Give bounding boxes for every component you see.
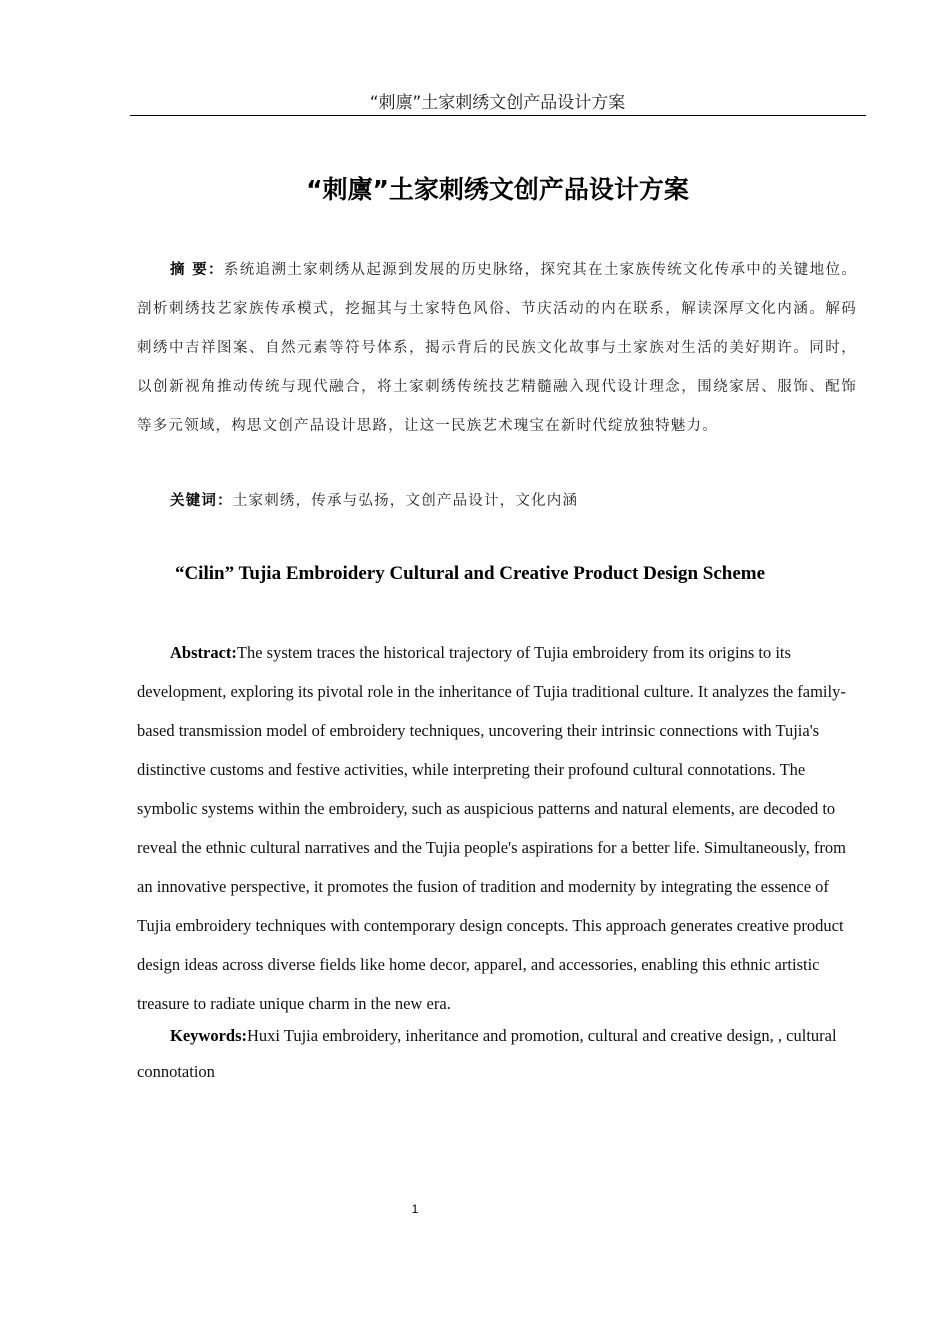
page-number: 1 <box>411 1202 419 1216</box>
english-abstract-text: The system traces the historical trajectory of Tujia embroidery from its origins to its development, exploring its pivotal role in the inheritance of Tujia traditional culture. It analyzes the family-based transmission model of embroidery techniques, uncovering their intrinsic connections with Tujia's distinctive customs and festive activities, while interpreting their profound cultural connotations. The symbolic systems within the embroidery, such as auspicious patterns and natural elements, are decoded to reveal the ethnic cultural narratives and the Tujia people's aspirations for a better life. Simultaneously, from an innovative perspective, it promotes the fusion of tradition and modernity by integrating the essence of Tujia embroidery techniques with contemporary design concepts. This approach generates creative product design ideas across diverse fields like home decor, apparel, and accessories, enabling this ethnic artistic treasure to radiate unique charm in the new era. <box>137 643 846 1013</box>
english-keywords-label: Keywords: <box>170 1026 247 1045</box>
english-keywords <box>137 1018 859 1090</box>
english-title: “Cilin” Tujia Embroidery Cultural and Creative Product Design Scheme <box>174 563 766 584</box>
chinese-keywords-label: 关键词： <box>170 493 233 509</box>
chinese-keywords-text: 土家刺绣，传承与弘扬，文创产品设计，文化内涵 <box>232 493 579 509</box>
chinese-keywords <box>137 482 857 521</box>
english-abstract <box>137 633 859 1023</box>
english-abstract-label: Abstract: <box>170 643 237 662</box>
chinese-abstract-label: 摘 要： <box>170 262 224 278</box>
chinese-title: “刺廪”土家刺绣文创产品设计方案 <box>306 175 689 204</box>
chinese-abstract <box>137 251 857 446</box>
english-keywords-text: Huxi Tujia embroidery, inheritance and promotion, cultural and creative design, , cultural connotation <box>137 1026 837 1081</box>
running-header: “刺廪”土家刺绣文创产品设计方案 <box>369 93 626 113</box>
chinese-abstract-text: 系统追溯土家刺绣从起源到发展的历史脉络，探究其在土家族传统文化传承中的关键地位。剖析刺绣技艺家族传承模式，挖掘其与土家特色风俗、节庆活动的内在联系，解读深厚文化内涵。解码刺绣中吉祥图案、自然元素等符号体系，揭示背后的民族文化故事与土家族对生活的美好期许。同时，以创新视角推动传统与现代融合，将土家刺绣传统技艺精髓融入现代设计理念，围绕家居、服饰、配饰等多元领域，构思文创产品设计思路，让这一民族艺术瑰宝在新时代绽放独特魅力。 <box>137 262 857 434</box>
header-rule <box>130 115 866 116</box>
